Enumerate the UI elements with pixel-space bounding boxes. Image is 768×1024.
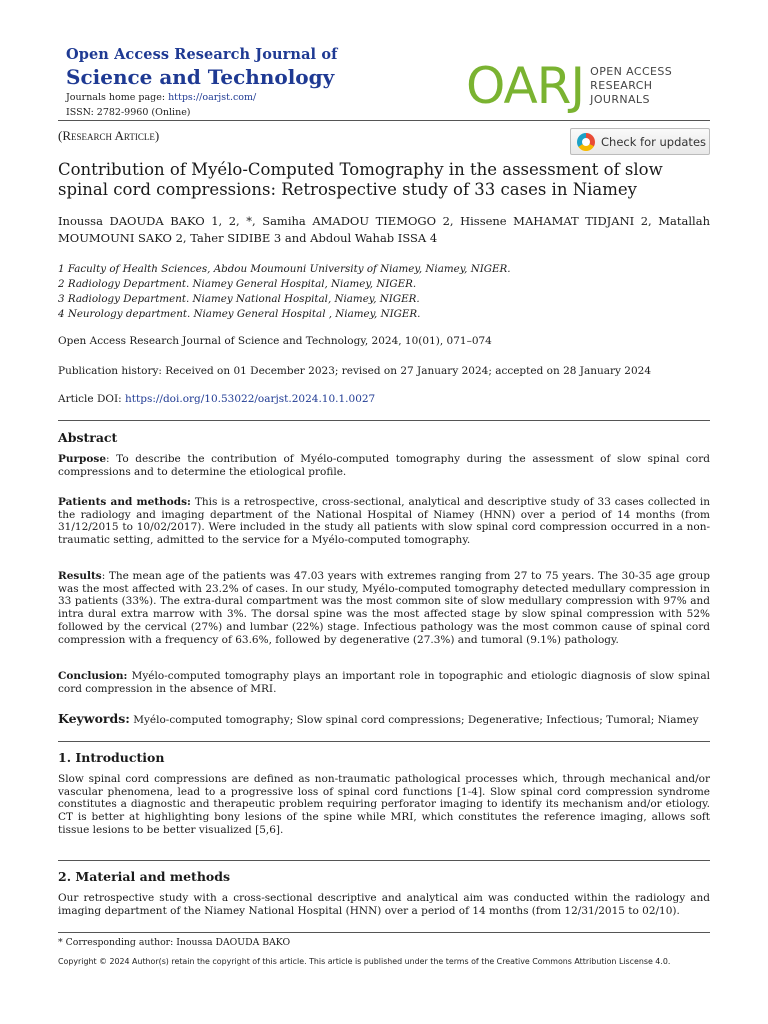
section-divider bbox=[58, 860, 710, 861]
copyright-notice: Copyright © 2024 Author(s) retain the copyright of this article. This article is published under the terms of the Creative Commons Attribution Liscense 4.0. bbox=[58, 957, 671, 966]
doi-label: Article DOI: bbox=[58, 393, 126, 405]
affiliation-1: 1 Faculty of Health Sciences, Abdou Moumouni University of Niamey, Niamey, NIGER. bbox=[58, 263, 511, 275]
logo-mark: OARJ bbox=[466, 57, 585, 115]
keywords bbox=[58, 711, 710, 726]
affiliation-3: 3 Radiology Department. Niamey National Hospital, Niamey, NIGER. bbox=[58, 293, 420, 305]
crossmark-icon bbox=[577, 133, 595, 151]
journal-home-link[interactable]: https://oarjst.com/ bbox=[168, 92, 257, 103]
journal-issn: ISSN: 2782-9960 (Online) bbox=[66, 107, 191, 118]
abstract-conclusion bbox=[58, 670, 710, 695]
introduction-text: Slow spinal cord compressions are defined as non-traumatic pathological processes which, through mechanical and/or vascular phenomena, lead to a progressive loss of spinal cord functions [1-4]. Slow spinal cord compression syndrome constitutes a diagnostic and therapeutic problem requiring perforator imaging to identify its mechanism and/or etiology. CT is better at highlighting bony lesions of the spine while MRI, which constitutes the reference imaging, allows soft tissue lesions to be better visualized [5,6]. bbox=[58, 773, 710, 836]
introduction-heading: 1. Introduction bbox=[58, 750, 165, 765]
footnote-divider bbox=[58, 932, 710, 933]
check-for-updates-label: Check for updates bbox=[601, 134, 707, 149]
article-doi bbox=[58, 393, 710, 405]
affiliations bbox=[58, 262, 710, 322]
purpose-text: : To describe the contribution of Myélo-computed tomography during the assessment of slow spinal cord compressions and to determine the etiological profile. bbox=[58, 453, 710, 478]
corresponding-author: * Corresponding author: Inoussa DAOUDA BAKO bbox=[58, 937, 291, 948]
abstract-heading: Abstract bbox=[58, 430, 118, 445]
keywords-divider bbox=[58, 741, 710, 742]
home-label: Journals home page: bbox=[66, 92, 169, 103]
citation: Open Access Research Journal of Science and Technology, 2024, 10(01), 071–074 bbox=[58, 335, 492, 347]
journal-header bbox=[66, 46, 406, 119]
abstract-top-divider bbox=[58, 420, 710, 421]
oarj-logo bbox=[466, 58, 716, 114]
results-text: : The mean age of the patients was 47.03 years with extremes ranging from 27 to 75 years. The 30-35 age group was the most affected with 23.2% of cases. In our study, Myélo-computed tomography detected medullary compression in 33 patients (33%). The extra-dural compartment was the most common site of slow medullary compression with 97% and intra dural extra marrow with 3%. The dorsal spine was the most affected stage by slow spinal compression with 52% followed by the cervical (27%) and lumbar (22%) stage. Infectious pathology was the most common cause of spinal cord compression with a frequency of 63.6%, followed by degenerative (27.3%) and tumoral (9.1%) pathology. bbox=[58, 570, 710, 646]
abstract-methods bbox=[58, 496, 710, 547]
logo-line1: OPEN ACCESS bbox=[590, 65, 673, 78]
journal-home-page bbox=[66, 92, 406, 104]
check-for-updates-button[interactable] bbox=[570, 128, 710, 155]
author-list: Inoussa DAOUDA BAKO 1, 2, *, Samiha AMADOU TIEMOGO 2, Hissene MAHAMAT TIDJANI 2, Matallah MOUMOUNI SAKO 2, Taher SIDIBE 3 and Abdoul Wahab ISSA 4 bbox=[58, 214, 710, 245]
logo-text bbox=[590, 65, 672, 107]
article-type: (Research Article) bbox=[58, 128, 160, 143]
purpose-label: Purpose bbox=[58, 453, 106, 465]
article-title: Contribution of Myélo-Computed Tomography in the assessment of slow spinal cord compressions: Retrospective study of 33 cases in Niamey bbox=[58, 160, 663, 199]
methods-text: Our retrospective study with a cross-sectional descriptive and analytical aim was conducted within the radiology and imaging department of the Niamey National Hospital (HNN) over a period of 14 months (from 12/31/2015 to 02/10). bbox=[58, 892, 710, 917]
doi-link[interactable]: https://doi.org/10.53022/oarjst.2024.10.1.0027 bbox=[125, 393, 376, 405]
keywords-text: Myélo-computed tomography; Slow spinal cord compressions; Degenerative; Infectious; Tumoral; Niamey bbox=[129, 714, 699, 726]
abstract-results bbox=[58, 570, 710, 646]
journal-name-line1: Open Access Research Journal of bbox=[66, 46, 338, 63]
affiliation-4: 4 Neurology department. Niamey General Hospital , Niamey, NIGER. bbox=[58, 308, 421, 320]
results-label: Results bbox=[58, 570, 102, 582]
logo-line2: RESEARCH bbox=[590, 79, 653, 92]
logo-line3: JOURNALS bbox=[590, 93, 650, 106]
methods-text: This is a retrospective, cross-sectional, analytical and descriptive study of 33 cases collected in the radiology and imaging department of the National Hospital of Niamey (HNN) over a period of 14 months (from 31/12/2015 to 10/02/2017). Were included in the study all patients with slow spinal cord compression occurred in a non-traumatic setting, admitted to the service for a Myélo-computed tomography. bbox=[58, 496, 710, 547]
publication-history: Publication history: Received on 01 December 2023; revised on 27 January 2024; accepted on 28 January 2024 bbox=[58, 365, 652, 377]
abstract-purpose bbox=[58, 453, 710, 478]
header-divider bbox=[58, 120, 710, 121]
conclusion-text: Myélo-computed tomography plays an important role in topographic and etiologic diagnosis of slow spinal cord compression in the absence of MRI. bbox=[58, 670, 710, 695]
methods-label: Patients and methods: bbox=[58, 496, 191, 508]
conclusion-label: Conclusion: bbox=[58, 670, 128, 682]
keywords-label: Keywords: bbox=[58, 711, 130, 726]
methods-heading: 2. Material and methods bbox=[58, 869, 231, 884]
journal-name-line2: Science and Technology bbox=[66, 65, 335, 89]
affiliation-2: 2 Radiology Department. Niamey General Hospital, Niamey, NIGER. bbox=[58, 278, 417, 290]
